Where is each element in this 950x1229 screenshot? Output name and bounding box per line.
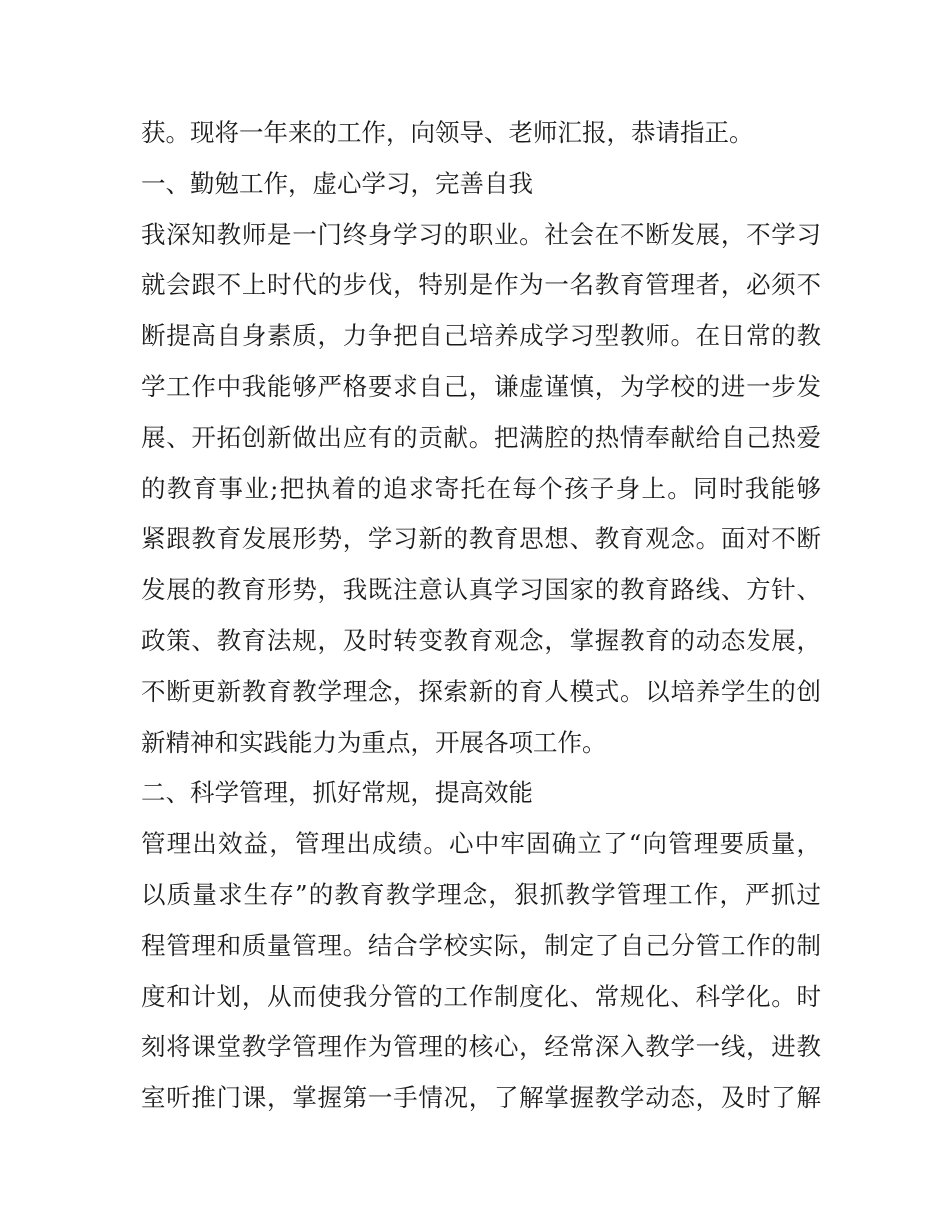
text-line: 刻将课堂教学管理作为管理的核心，经常深入教学一线，进教	[141, 1032, 821, 1062]
text-line: 紧跟教育发展形势，学习新的教育思想、教育观念。面对不断	[141, 524, 821, 554]
text-line: 室听推门课，掌握第一手情况，了解掌握教学动态，及时了解	[141, 1083, 821, 1113]
text-line: 度和计划，从而使我分管的工作制度化、常规化、科学化。时	[141, 981, 821, 1011]
text-line: 发展的教育形势，我既注意认真学习国家的教育路线、方针、	[141, 575, 821, 605]
text-line: 我深知教师是一门终身学习的职业。社会在不断发展，不学习	[141, 219, 821, 249]
body-text	[141, 108, 821, 1124]
text-line: 断提高自身素质，力争把自己培养成学习型教师。在日常的教	[141, 321, 821, 351]
text-line: 的教育事业;把执着的追求寄托在每个孩子身上。同时我能够	[141, 473, 821, 503]
text-line: 新精神和实践能力为重点，开展各项工作。	[141, 727, 607, 757]
text-line: 以质量求生存”的教育教学理念，狠抓教学管理工作，严抓过	[141, 879, 821, 909]
section-heading: 一、勤勉工作，虚心学习，完善自我	[141, 168, 533, 198]
text-line: 不断更新教育教学理念，探索新的育人模式。以培养学生的创	[141, 676, 821, 706]
text-line: 就会跟不上时代的步伐，特别是作为一名教育管理者，必须不	[141, 270, 821, 300]
text-line: 获。现将一年来的工作，向领导、老师汇报，恭请指正。	[141, 118, 754, 147]
text-line: 政策、教育法规，及时转变教育观念，掌握教育的动态发展，	[141, 625, 821, 655]
text-line: 展、开拓创新做出应有的贡献。把满腔的热情奉献给自己热爱	[141, 422, 821, 452]
text-line: 学工作中我能够严格要求自己，谦虚谨慎，为学校的进一步发	[141, 371, 821, 401]
text-line: 管理出效益，管理出成绩。心中牢固确立了“向管理要质量，	[141, 829, 821, 859]
text-line: 程管理和质量管理。结合学校实际，制定了自己分管工作的制	[141, 930, 821, 960]
section-heading: 二、科学管理，抓好常规，提高效能	[141, 778, 533, 808]
